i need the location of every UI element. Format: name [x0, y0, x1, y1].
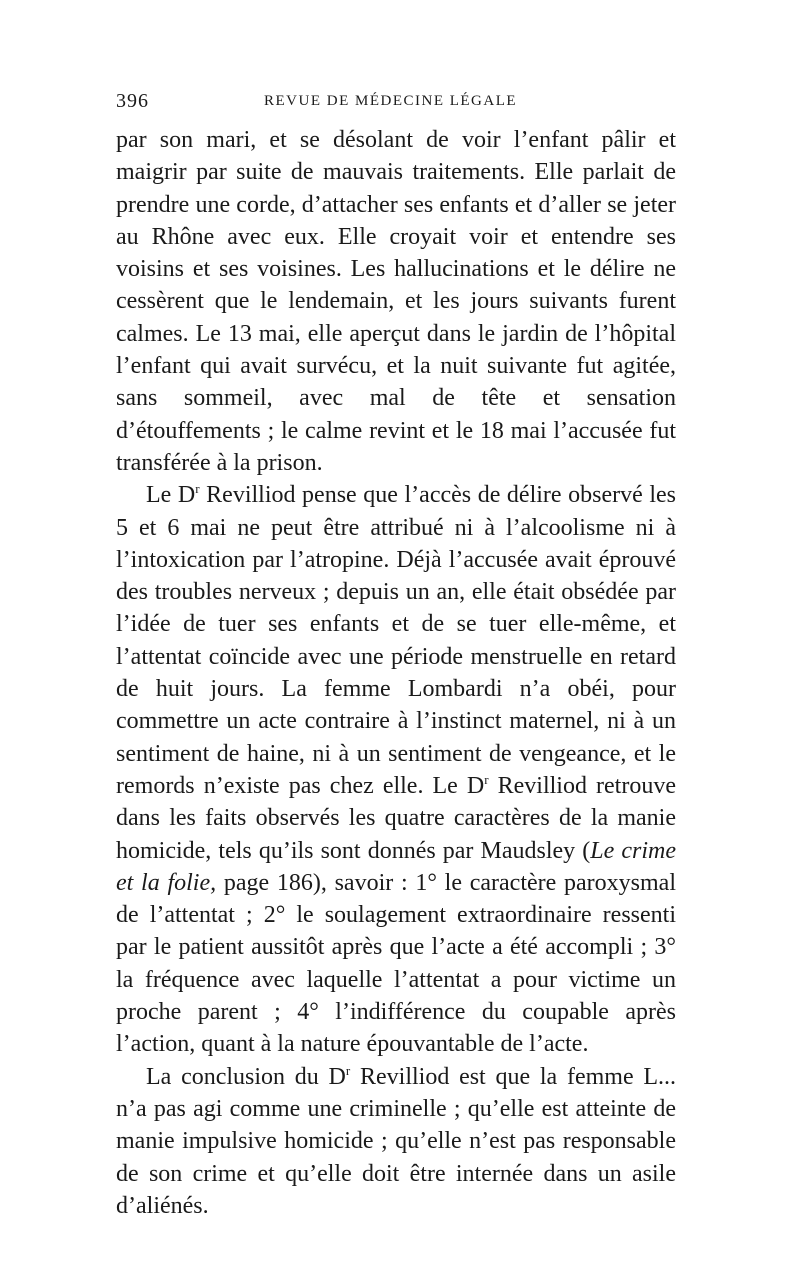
paragraph-continued: par son mari, et se désolant de voir l’enfant pâlir et maigrir par suite de mauvais traitements. Elle parlait de prendre une corde, d’attacher ses enfants et d’aller se jeter au Rhône avec eux. Elle croyait voir et entendre ses voisins et ses voisines. Les hallucinations et le délire ne cessèrent que le lendemain, et les jours suivants furent calmes. Le 13 mai, elle aperçut dans le jardin de l’hôpital l’enfant qui avait survécu, et la nuit suivante fut agitée, sans sommeil, avec mal de tête et sensation d’étouffements ; le calme revint et le 18 mai l’accusée fut transférée à la prison. — [116, 127, 676, 476]
text-run: La conclusion du D — [146, 1063, 346, 1090]
page-header — [116, 90, 676, 120]
page-number: 396 — [116, 90, 149, 112]
superscript: r — [345, 1062, 351, 1078]
book-page — [116, 90, 676, 1222]
paragraph-conclusion — [116, 1061, 676, 1222]
book-title-italic: Le crime et la folie, — [116, 837, 676, 896]
text-run: Le D — [146, 482, 196, 509]
superscript: r — [484, 771, 489, 787]
running-title: REVUE DE MÉDECINE LÉGALE — [264, 93, 518, 109]
superscript: r — [195, 481, 200, 497]
body-text — [116, 124, 676, 1222]
text-run: Revilliod retrouve dans les faits observés les quatre caractères de la manie homicide, tels qu’ils sont donnés par Maudsley ( — [116, 772, 676, 864]
text-run: page 186), savoir : 1° le caractère paroxysmal de l’attentat ; 2° le soulagement extraordinaire ressenti par le patient aussitôt après que l’acte a été accompli ; 3° la fréquence avec laquelle l’attentat a pour victime un proche parent ; 4° l’indifférence du coupable après l’action, quant à la nature épouvantable de l’acte. — [116, 869, 676, 1058]
text-run: Revilliod est que la femme L... n’a pas agi comme une criminelle ; qu’elle est atteinte de manie impulsive homicide ; qu’elle n’est pas responsable de son crime et qu’elle doit être internée dans un asile d’aliénés. — [116, 1063, 677, 1219]
paragraph-revilliod-opinion — [116, 479, 676, 1060]
text-run: Revilliod pense que l’accès de délire observé les 5 et 6 mai ne peut être attribué ni à l’alcoolisme ni à l’intoxication par l’atropine. Déjà l’accusée avait éprouvé des troubles nerveux ; depuis un an, elle était obsédée par l’idée de tuer ses enfants et de se tuer elle-même, et l’attentat coïncide avec une période menstruelle en retard de huit jours. La femme Lombardi n’a obéi, pour commettre un acte contraire à l’instinct maternel, ni à un sentiment de haine, ni à un sentiment de vengeance, et le remords n’existe pas chez elle. Le D — [116, 482, 676, 799]
